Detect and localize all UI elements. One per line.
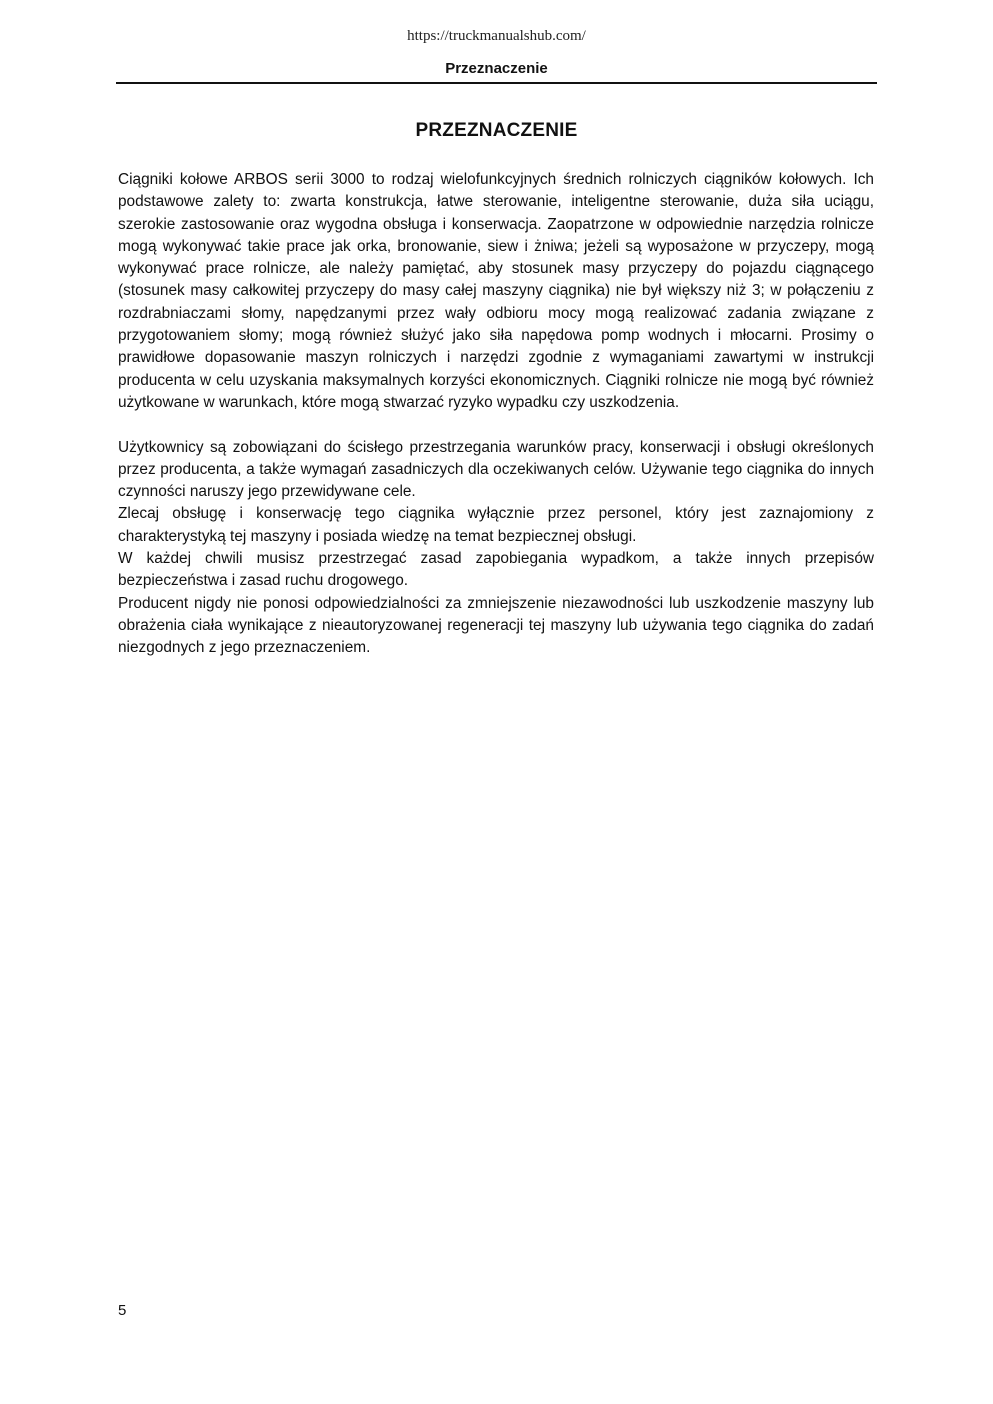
paragraph-liability: Producent nigdy nie ponosi odpowiedzialności za zmniejszenie niezawodności lub uszkodzenie maszyny lub obrażenia ciała wynikające z nieautoryzowanej regeneracji tej maszyny lub używania tego ciągnika do zadań niezgodnych z jego przeznaczeniem. [118, 594, 874, 657]
source-url: https://truckmanualshub.com/ [407, 28, 586, 44]
header-divider [116, 82, 877, 84]
paragraph-service-personnel: Zlecaj obsługę i konserwację tego ciągnika wyłącznie przez personel, który jest zaznajomiony z charakterystyką tej maszyny i posiada wiedzę na temat bezpiecznej obsługi. [118, 505, 874, 545]
paragraph-user-obligations: Użytkownicy są zobowiązani do ścisłego przestrzegania warunków pracy, konserwacji i obsługi określonych przez producenta, a także wymagań zasadniczych dla oczekiwanych celów. Używanie tego ciągnika do innych czynności naruszy jego przewidywane cele. [118, 438, 874, 501]
page-title: PRZEZNACZENIE [415, 120, 578, 141]
paragraph-safety-rules: W każdej chwili musisz przestrzegać zasad zapobiegania wypadkom, a także innych przepisów bezpieczeństwa i zasad ruchu drogowego. [118, 550, 874, 590]
body-text [118, 169, 874, 660]
page-number: 5 [118, 1302, 127, 1319]
paragraph-intro: Ciągniki kołowe ARBOS serii 3000 to rodzaj wielofunkcyjnych średnich rolniczych ciągników kołowych. Ich podstawowe zalety to: zwarta konstrukcja, łatwe sterowanie, inteligentne sterowanie, duża siła uciągu, szerokie zastosowanie oraz wygodna obsługa i konserwacja. Zaopatrzone w odpowiednie narzędzia rolnicze mogą wykonywać takie prace jak orka, bronowanie, siew i żniwa; jeżeli są wyposażone w przyczepy, mogą wykonywać prace rolnicze, ale należy pamiętać, aby stosunek masy przyczepy do pojazdu ciągnącego (stosunek masy całkowitej przyczepy do masy całej maszyny ciągnika) nie był większy niż 3; w połączeniu z rozdrabniaczami słomy, napędzanymi przez wały odbioru mocy mogą realizować zadania związane z przygotowaniem słomy; mogą również służyć jako siła napędowa pomp wodnych i młocarni. Prosimy o prawidłowe dopasowanie maszyn rolniczych i narzędzi zgodnie z wymaganiami zawartymi w instrukcji producenta w celu uzyskania maksymalnych korzyści ekonomicznych. Ciągniki rolnicze nie mogą być również użytkowane w warunkach, które mogą stwarzać ryzyko wypadku czy uszkodzenia. [118, 171, 874, 411]
running-header: Przeznaczenie [445, 60, 548, 77]
